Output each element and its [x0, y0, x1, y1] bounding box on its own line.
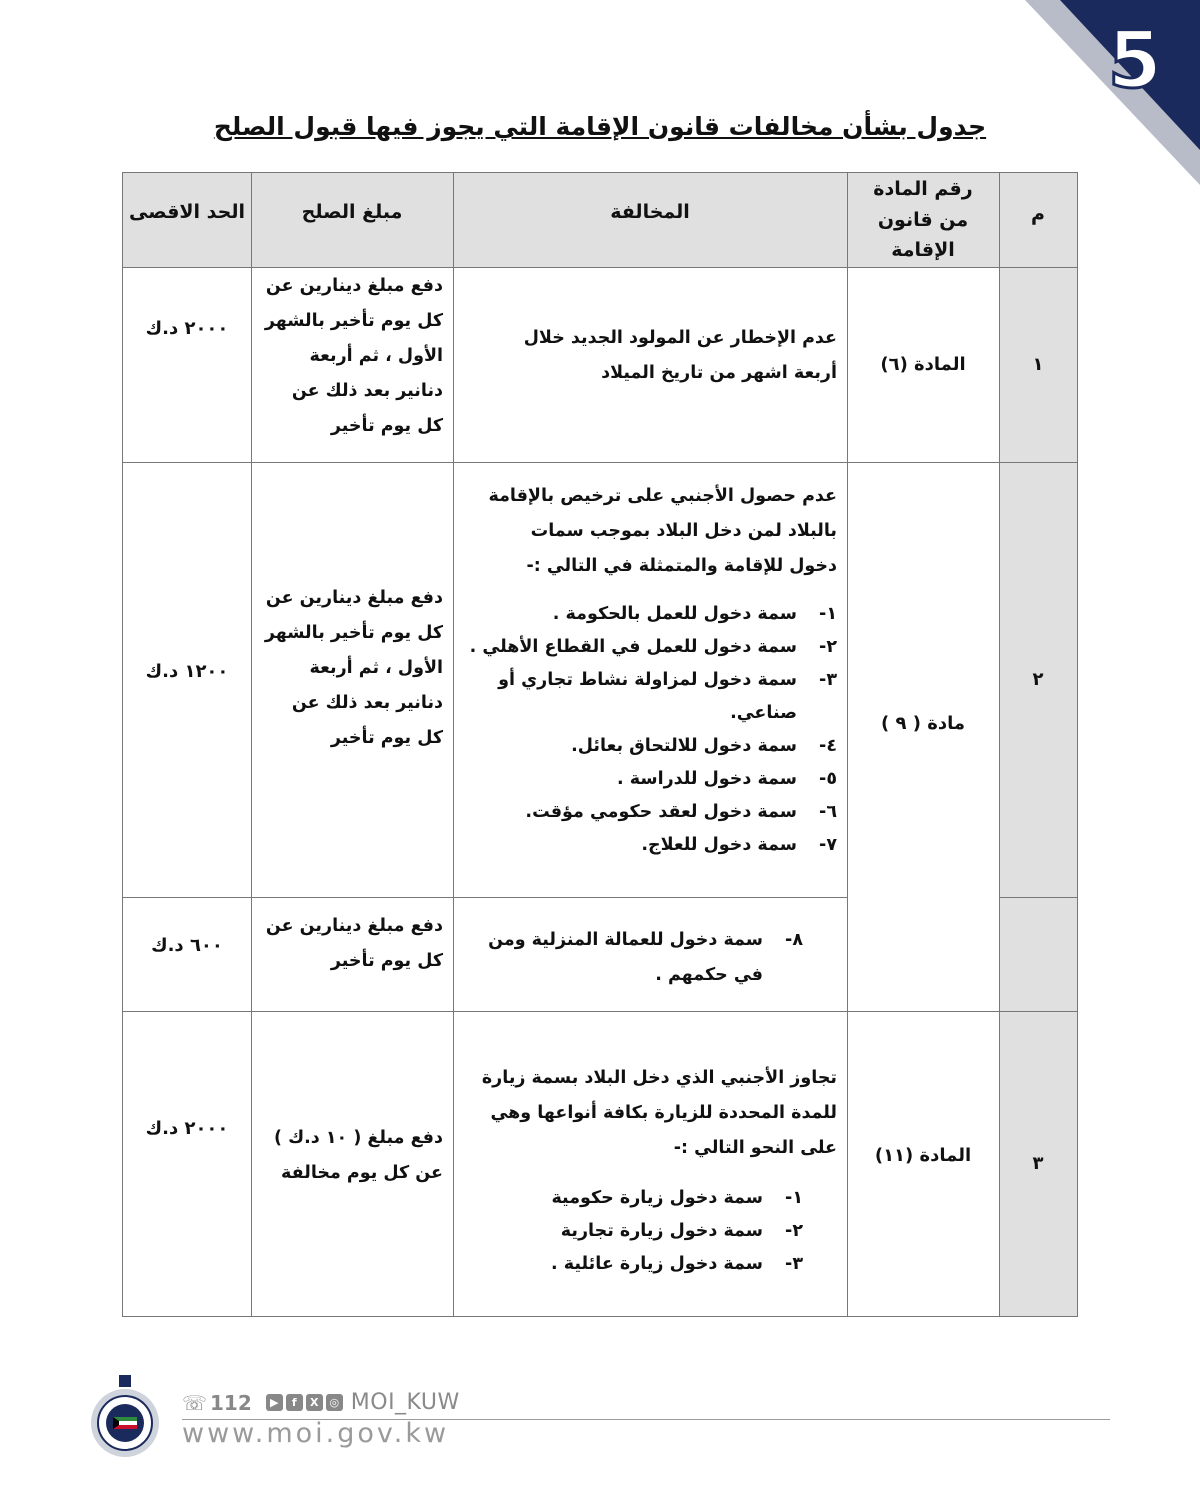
- list-item: ٤- سمة دخول للالتحاق بعائل.: [571, 736, 837, 756]
- list-item: ٦- سمة دخول لعقد حكومي مؤقت.: [525, 802, 837, 822]
- row2-items: [461, 598, 837, 862]
- row3-violation: [471, 1061, 837, 1281]
- row2-settlement: دفع مبلغ دينارين عن كل يوم تأخير بالشهر الأول ، ثم أربعة دنانير بعد ذلك عن كل يوم تأخير: [264, 588, 443, 748]
- row1-settlement: دفع مبلغ دينارين عن كل يوم تأخير بالشهر الأول ، ثم أربعة دنانير بعد ذلك عن كل يوم تأخير: [264, 276, 443, 436]
- page-number: 5: [1107, 16, 1162, 106]
- row1-max: ٢٠٠٠ د.ك: [145, 317, 229, 339]
- list-item: ٢- سمة دخول للعمل في القطاع الأهلي .: [469, 637, 837, 657]
- row2-num: ٢: [1032, 669, 1044, 690]
- list-item: ١- سمة دخول زيارة حكومية: [551, 1188, 803, 1208]
- row2-violation: [461, 479, 837, 862]
- row3-article: المادة (١١): [874, 1144, 972, 1166]
- facebook-icon[interactable]: f: [286, 1394, 303, 1411]
- header-article: رقم المادة من قانون الإقامة: [873, 178, 973, 262]
- row2-violation-intro: عدم حصول الأجنبي على ترخيص بالإقامة بالبلاد لمن دخل البلاد بموجب سمات دخول للإقامة والمتمثلة في التالي :-: [488, 486, 837, 576]
- x-icon[interactable]: X: [306, 1394, 323, 1411]
- footer-contacts: [182, 1390, 460, 1415]
- page-title: جدول بشأن مخالفات قانون الإقامة التي يجوز فيها قبول الصلح: [213, 112, 987, 141]
- header-settlement: مبلغ الصلح: [301, 200, 403, 223]
- list-item: ٣- سمة دخول زيارة عائلية .: [551, 1254, 803, 1274]
- social-icons: [266, 1394, 343, 1411]
- header-num: م: [1031, 202, 1045, 225]
- list-item: ٧- سمة دخول للعلاج.: [641, 835, 837, 855]
- header-max: الحد الاقصى: [129, 200, 245, 223]
- youtube-icon[interactable]: ▶: [266, 1394, 283, 1411]
- violations-table: [122, 172, 1078, 1317]
- phone-contact[interactable]: ☏ 112: [182, 1390, 252, 1415]
- corner-ribbon: [1010, 0, 1200, 190]
- row2b-settlement: دفع مبلغ دينارين عن كل يوم تأخير: [265, 916, 443, 971]
- row3-num: ٣: [1032, 1153, 1044, 1174]
- website-link[interactable]: www.moi.gov.kw: [182, 1418, 450, 1449]
- row2b-violation: [473, 923, 803, 993]
- list-item: ٨- سمة دخول للعمالة المنزلية ومن في حكمهم .: [488, 930, 803, 985]
- kuwait-police-logo: [86, 1373, 164, 1463]
- phone-icon: ☏: [182, 1390, 208, 1415]
- list-item: ٢- سمة دخول زيارة تجارية: [560, 1221, 803, 1241]
- list-item: ٣- سمة دخول لمزاولة نشاط تجاري أو صناعي.: [498, 670, 837, 723]
- row3-settlement: دفع مبلغ ( ١٠ د.ك ) عن كل يوم مخالفة: [274, 1128, 443, 1183]
- social-handle[interactable]: MOI_KUW: [350, 1390, 460, 1415]
- row1-article: المادة (٦): [880, 354, 966, 375]
- header-violation: المخالفة: [610, 200, 690, 223]
- instagram-icon[interactable]: ◎: [326, 1394, 343, 1411]
- row2-max: ١٢٠٠ د.ك: [145, 660, 229, 682]
- row3-violation-intro: تجاوز الأجنبي الذي دخل البلاد بسمة زيارة للمدة المحددة للزيارة بكافة أنواعها وهي على النحو التالي :-: [481, 1068, 837, 1158]
- list-item: ١- سمة دخول للعمل بالحكومة .: [552, 604, 837, 624]
- row3-max: ٢٠٠٠ د.ك: [145, 1117, 229, 1139]
- list-item: ٥- سمة دخول للدراسة .: [617, 769, 837, 789]
- row2-article: مادة ( ٩ ): [880, 712, 966, 734]
- row2b-max: ٦٠٠ د.ك: [151, 934, 223, 956]
- row3-items: [471, 1182, 803, 1281]
- row1-violation: عدم الإخطار عن المولود الجديد خلال أربعة اشهر من تاريخ الميلاد: [523, 328, 837, 383]
- row1-num: ١: [1032, 354, 1044, 375]
